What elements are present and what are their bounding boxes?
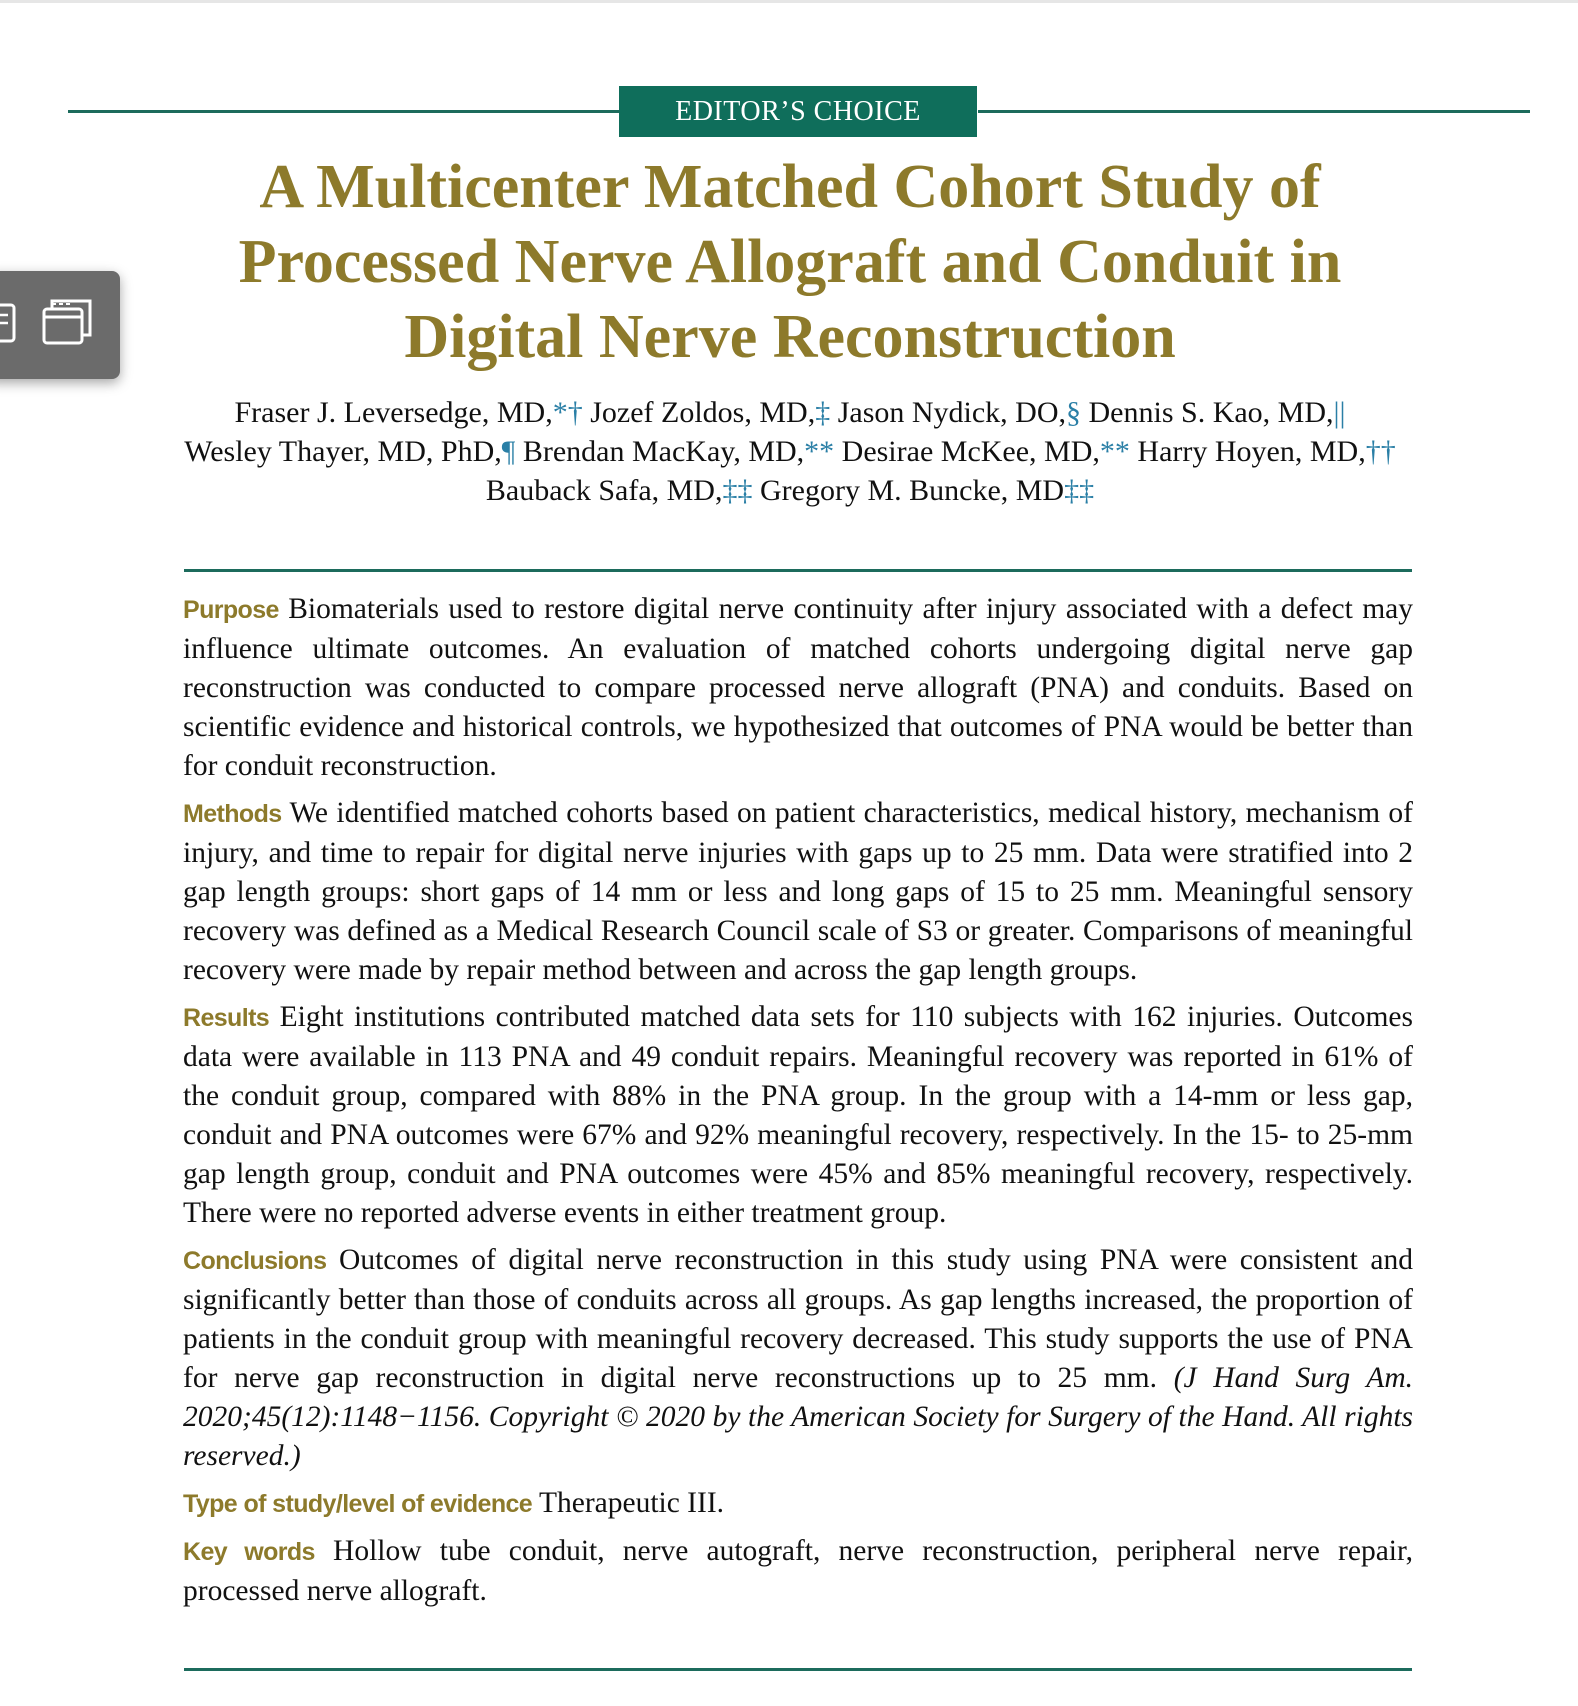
floating-toolbar xyxy=(0,271,120,379)
affiliation-mark[interactable]: †† xyxy=(1365,435,1396,468)
affiliation-mark[interactable]: § xyxy=(1066,396,1082,429)
author-name: Brendan MacKay, MD, xyxy=(515,435,805,468)
citation: (J Hand Surg Am. 2020;45(12):1148−1156. Copyright © 2020 by the American Society for Surgery of the Hand. All rights reserved.) xyxy=(183,1362,1413,1472)
title-line-3: Digital Nerve Reconstruction xyxy=(404,303,1176,371)
conclusions-text: Outcomes of digital nerve reconstruction in this study using PNA were consistent and significantly better than those of conduits across all groups. As gap lengths increased, the proportion of patients in the conduit group with meaningful recovery decreased. This study supports the use of PNA for nerve gap reconstruction in digital nerve reconstructions up to 25 mm. xyxy=(183,1244,1413,1394)
header-rule-left xyxy=(68,110,620,113)
window-icon[interactable] xyxy=(44,301,90,343)
affiliation-mark[interactable]: ** xyxy=(804,435,835,468)
affiliation-mark[interactable]: ¶ xyxy=(501,435,516,468)
affiliation-mark[interactable]: ‡‡ xyxy=(1064,474,1095,507)
author-line-3 xyxy=(80,471,1500,510)
affiliation-mark[interactable]: ‡ xyxy=(815,396,831,429)
keywords-text: Hollow tube conduit, nerve autograft, nerve reconstruction, peripheral nerve repair, processed nerve allograft. xyxy=(183,1535,1414,1607)
toolbar-icons xyxy=(0,271,120,379)
author-name: Dennis S. Kao, MD, xyxy=(1081,396,1334,429)
abstract xyxy=(183,590,1413,1619)
abstract-bottom-rule xyxy=(184,1668,1412,1671)
abstract-results xyxy=(183,998,1413,1233)
results-text: Eight institutions contributed matched data sets for 110 subjects with 162 injuries. Outcomes data were available in 113 PNA and 49 conduit repairs. Meaningful recovery was reported in 61% of the conduit group, compared with 88% in the PNA group. In the group with a 14-mm or less gap, conduit and PNA outcomes were 67% and 92% meaningful recovery, respectively. In the 15- to 25-mm gap length group, conduit and PNA outcomes were 45% and 85% meaningful recovery, respectively. There were no reported adverse events in either treatment group. xyxy=(183,1001,1413,1229)
author-line-2 xyxy=(80,432,1500,471)
author-list xyxy=(80,393,1500,510)
results-label: Results xyxy=(183,1004,270,1032)
author-name: Wesley Thayer, MD, PhD, xyxy=(184,435,502,468)
author-name: Jason Nydick, DO, xyxy=(830,396,1067,429)
header-rule-right xyxy=(978,110,1530,113)
author-name: Jozef Zoldos, MD, xyxy=(582,396,816,429)
abstract-keywords xyxy=(183,1532,1413,1611)
methods-label: Methods xyxy=(183,800,282,828)
abstract-methods xyxy=(183,794,1413,990)
conclusions-label: Conclusions xyxy=(183,1247,327,1275)
keywords-label: Key words xyxy=(183,1538,315,1566)
author-line-1 xyxy=(80,393,1500,432)
type-of-study-text: Therapeutic III. xyxy=(532,1487,725,1519)
editors-choice-badge: EDITOR’S CHOICE xyxy=(619,86,977,137)
abstract-conclusions xyxy=(183,1241,1413,1476)
affiliation-mark[interactable]: || xyxy=(1333,396,1346,429)
purpose-label: Purpose xyxy=(183,596,279,624)
author-name: Bauback Safa, MD, xyxy=(485,474,723,507)
abstract-top-rule xyxy=(184,569,1412,572)
article-title xyxy=(80,150,1500,375)
abstract-type-of-study xyxy=(183,1484,1413,1524)
purpose-text: Biomaterials used to restore digital nerve continuity after injury associated with a defect may influence ultimate outcomes. An evaluation of matched cohorts undergoing digital nerve gap reconstruction was conducted to compare processed nerve allograft (PNA) and conduits. Based on scientific evidence and historical controls, we hypothesized that outcomes of PNA would be better than for conduit reconstruction. xyxy=(183,593,1413,782)
type-of-study-label: Type of study/level of evidence xyxy=(183,1490,533,1518)
title-line-1: A Multicenter Matched Cohort Study of xyxy=(259,153,1321,221)
methods-text: We identified matched cohorts based on patient characteristics, medical history, mechanism of injury, and time to repair for digital nerve injuries with gaps up to 25 mm. Data were stratified into 2 gap length groups: short gaps of 14 mm or less and long gaps of 15 to 25 mm. Meaningful sensory recovery was defined as a Medical Research Council scale of S3 or greater. Comparisons of meaningful recovery were made by repair method between and across the gap length groups. xyxy=(183,797,1413,986)
sidebar-icon[interactable] xyxy=(0,305,14,341)
title-line-2: Processed Nerve Allograft and Conduit in xyxy=(238,228,1342,296)
author-name: Harry Hoyen, MD, xyxy=(1129,435,1366,468)
abstract-purpose xyxy=(183,590,1413,786)
affiliation-mark[interactable]: ** xyxy=(1099,435,1130,468)
window-top-border xyxy=(0,0,1578,3)
affiliation-mark[interactable]: *† xyxy=(552,396,583,429)
author-name: Fraser J. Leversedge, MD, xyxy=(234,396,553,429)
author-name: Desirae McKee, MD, xyxy=(834,435,1100,468)
affiliation-mark[interactable]: ‡‡ xyxy=(722,474,753,507)
author-name: Gregory M. Buncke, MD xyxy=(752,474,1065,507)
